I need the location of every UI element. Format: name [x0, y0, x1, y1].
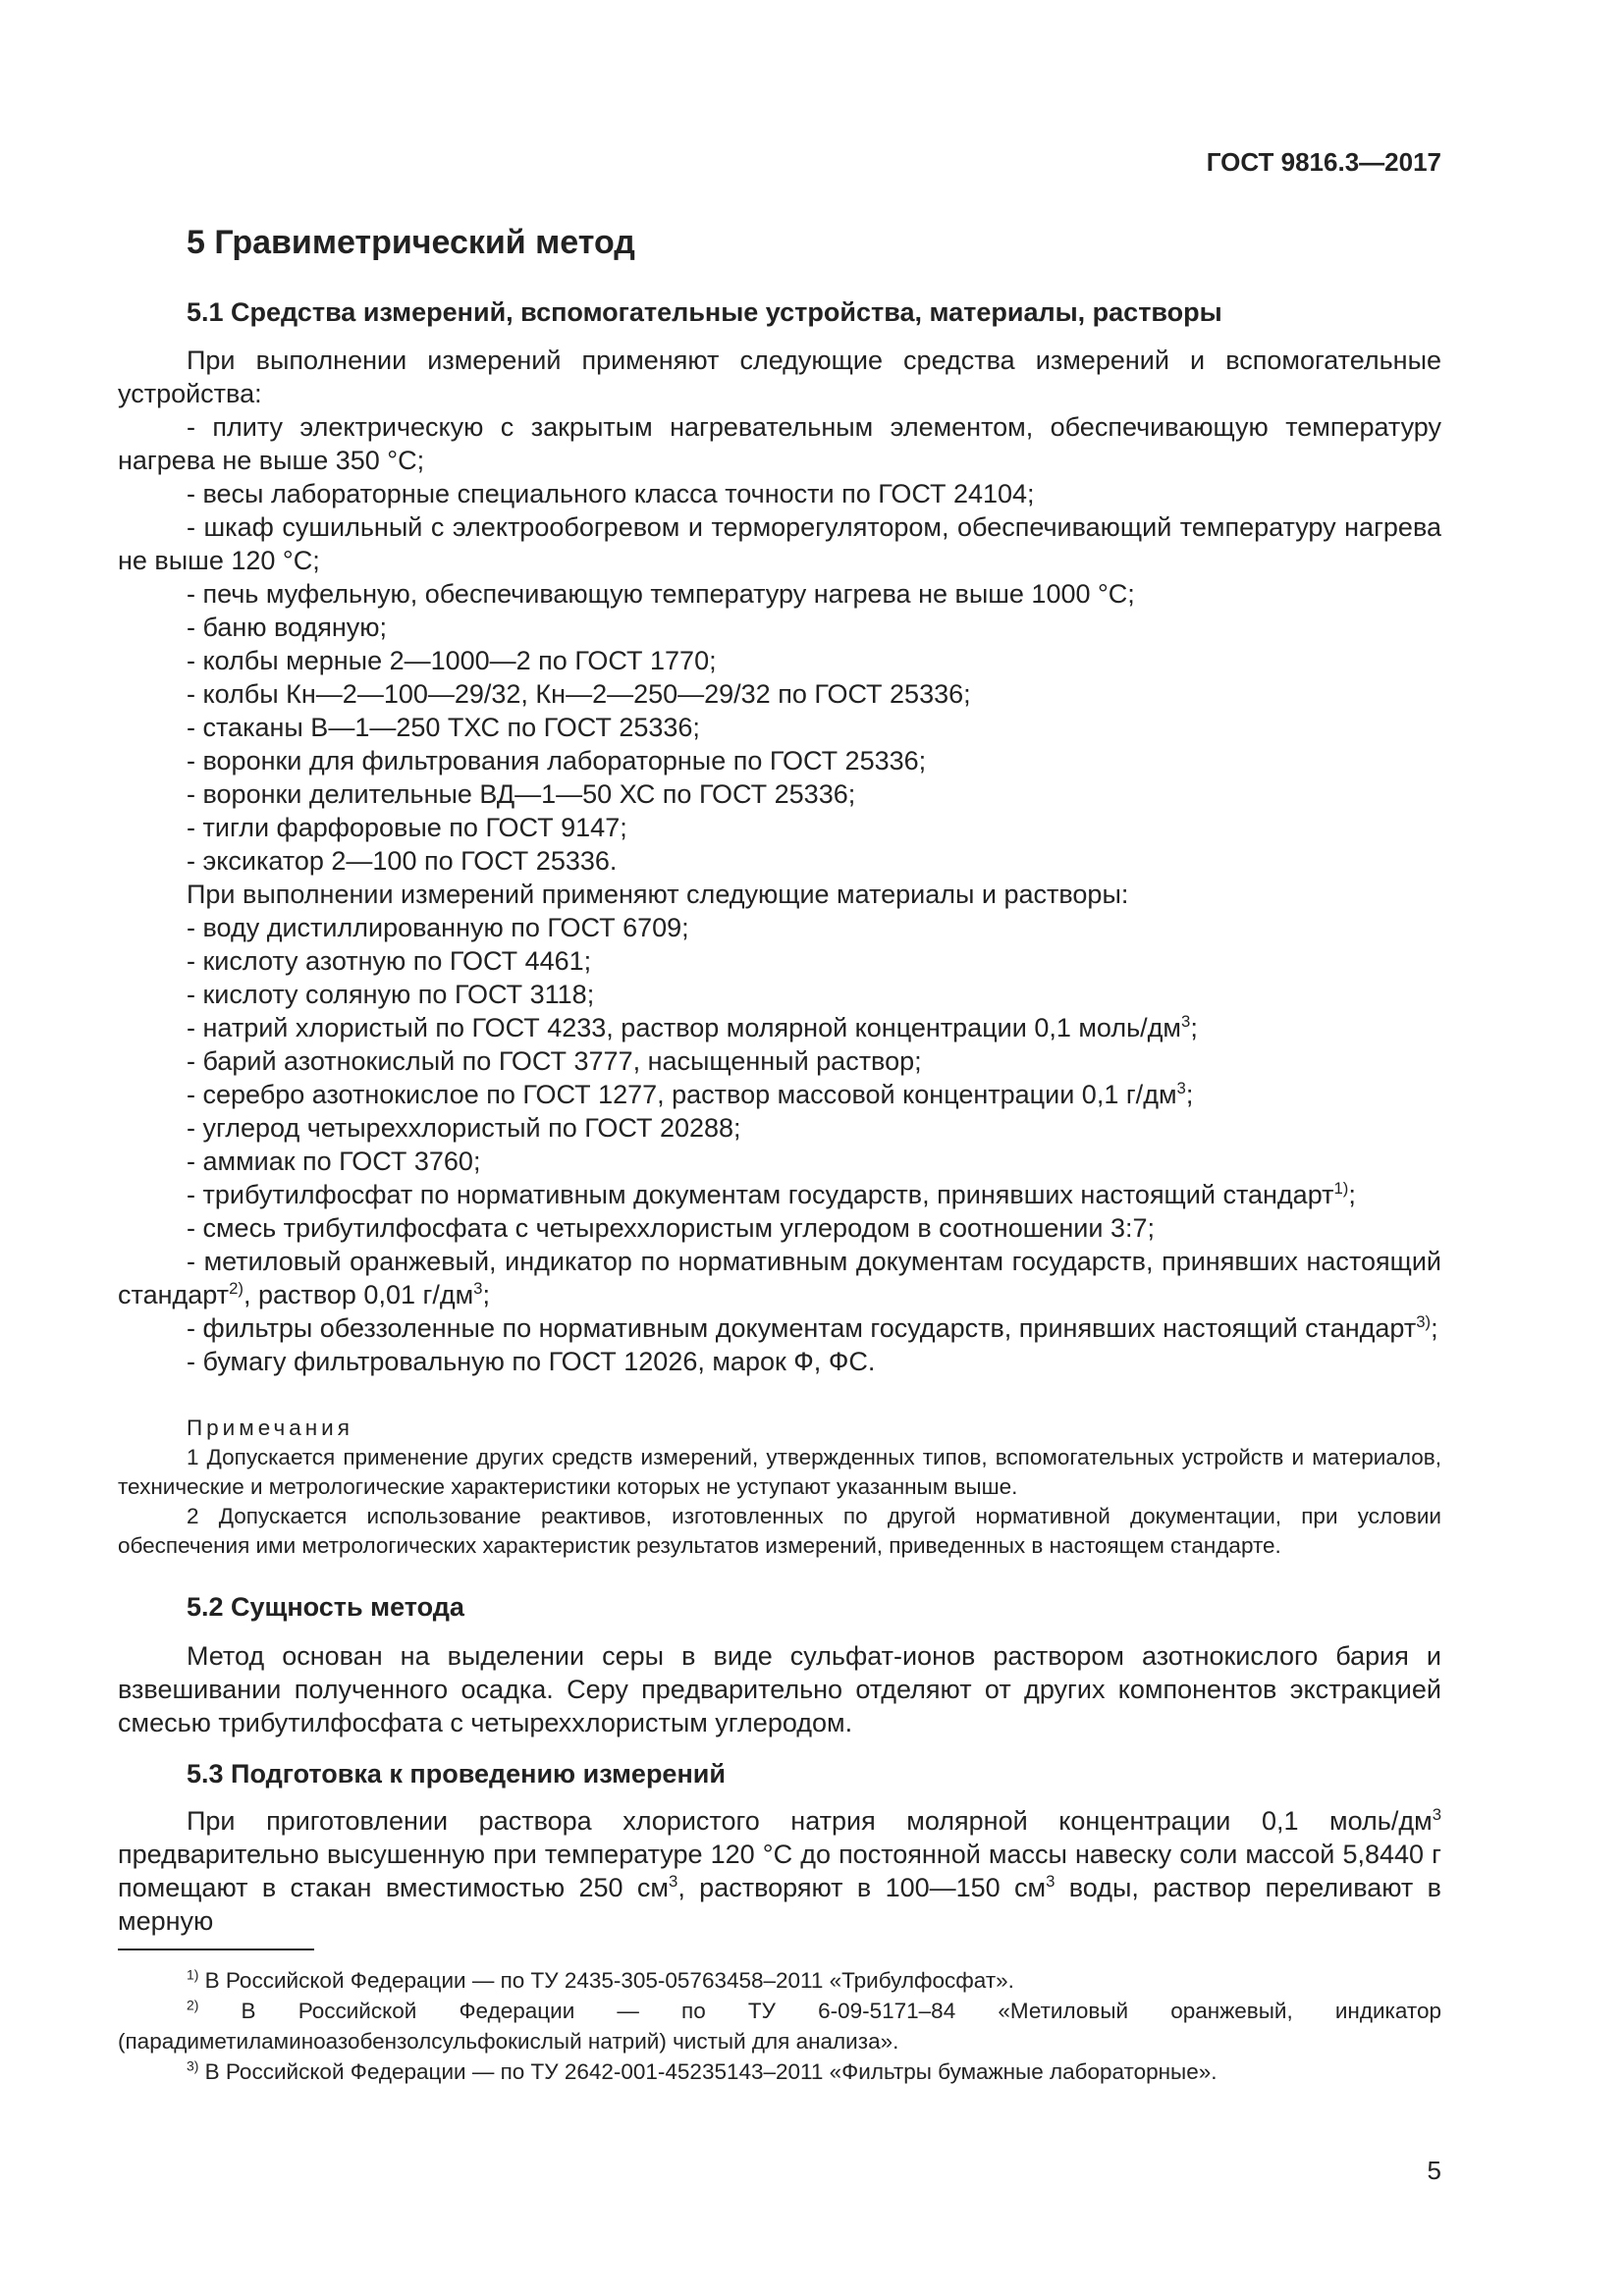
equipment-item: - колбы Кн—2—100—29/32, Кн—2—250—29/32 по ГОСТ 25336; [187, 679, 971, 709]
equipment-item: - воронки делительные ВД—1—50 ХС по ГОСТ 25336; [187, 779, 856, 809]
material-item: - углерод четыреххлористый по ГОСТ 20288; [187, 1113, 741, 1143]
material-item: - бумагу фильтровальную по ГОСТ 12026, марок Ф, ФС. [187, 1347, 876, 1376]
subsection-5-2-title: 5.2 Сущность метода [187, 1592, 464, 1622]
footnote-item: $^{2)}$ В Российской Федерации — по ТУ 6-09-5171–84 «Метиловый оранжевый, индикатор (парадиметиламиноазобензолсульфокислый натрий) чистый для анализа». [118, 1997, 1441, 2054]
equipment-item: - печь муфельную, обеспечивающую температуру нагрева не выше 1000 °С; [187, 579, 1135, 609]
material-item: - барий азотнокислый по ГОСТ 3777, насыщенный раствор; [187, 1046, 922, 1076]
subsection-5-1-title: 5.1 Средства измерений, вспомогательные устройства, материалы, растворы [187, 297, 1222, 327]
material-item: - смесь трибутилфосфата с четыреххлористым углеродом в соотношении 3:7; [187, 1213, 1156, 1243]
document-header: ГОСТ 9816.3—2017 [1206, 147, 1441, 177]
preparation-text: При приготовлении раствора хлористого натрия молярной концентрации 0,1 моль/$дм^3$ предварительно высушенную при температуре 120 °С до постоянной массы навеску соли массой 5,8440 г помещают в стакан вместимостью 250 $см^3$, растворяют в 100—150 $см^3$ воды, раствор переливают в мерную [118, 1805, 1441, 1936]
material-item: - аммиак по ГОСТ 3760; [187, 1147, 481, 1176]
equipment-item: - эксикатор 2—100 по ГОСТ 25336. [187, 846, 618, 876]
note-item: 1 Допускается применение других средств измерений, утвержденных типов, вспомогательных устройств и материалов, технические и метрологические характеристики которых не уступают указанным выше. [118, 1445, 1441, 1499]
subsection-5-1-body [118, 344, 1441, 1378]
note-item: 2 Допускается использование реактивов, изготовленных по другой нормативной документации, при условии обеспечения ими метрологических характеристик результатов измерений, приведенных в настоящем стандарте. [118, 1504, 1441, 1558]
equipment-intro: При выполнении измерений применяют следующие средства измерений и вспомогательные устройства: [118, 346, 1441, 408]
materials-list [118, 911, 1441, 1378]
material-item: - кислоту азотную по ГОСТ 4461; [187, 946, 592, 976]
equipment-item: - шкаф сушильный с электрообогревом и терморегулятором, обеспечивающий температуру нагрева не выше 120 °С; [118, 512, 1441, 575]
material-item: - фильтры обеззоленные по нормативным документам государств, принявших настоящий стандарт$^{3)}$; [187, 1312, 1438, 1343]
footnotes [118, 1965, 1441, 2087]
equipment-list [118, 410, 1441, 878]
equipment-item: - колбы мерные 2—1000—2 по ГОСТ 1770; [187, 646, 717, 675]
material-item: - воду дистиллированную по ГОСТ 6709; [187, 913, 689, 942]
page-number: 5 [1427, 2156, 1441, 2185]
equipment-item: - весы лабораторные специального класса точности по ГОСТ 24104; [187, 479, 1035, 508]
material-item: - кислоту соляную по ГОСТ 3118; [187, 980, 595, 1009]
section-title: 5 Гравиметрический метод [187, 224, 635, 261]
material-item: - серебро азотнокислое по ГОСТ 1277, раствор массовой концентрации 0,1 $г/дм^3$; [187, 1079, 1194, 1109]
footnote-divider [118, 1949, 314, 1950]
material-item: - трибутилфосфат по нормативным документам государств, принявших настоящий стандарт$^{1)}$; [187, 1179, 1356, 1209]
materials-intro: При выполнении измерений применяют следующие материалы и растворы: [187, 880, 1129, 909]
subsection-5-2-body [118, 1639, 1441, 1739]
notes-block [118, 1414, 1441, 1561]
footnote-item: $^{1)}$ В Российской Федерации — по ТУ 2435-305-05763458–2011 «Трибулфосфат». [187, 1966, 1014, 1993]
subsection-5-3-title: 5.3 Подготовка к проведению измерений [187, 1759, 726, 1789]
material-item: - метиловый оранжевый, индикатор по нормативным документам государств, принявших настоящий стандарт$^{2)}$, раствор 0,01 $г/дм^3$; [118, 1247, 1441, 1309]
subsection-5-3-body [118, 1804, 1441, 1938]
equipment-item: - плиту электрическую с закрытым нагревательным элементом, обеспечивающую температуру нагрева не выше 350 °С; [118, 412, 1441, 475]
equipment-item: - воронки для фильтрования лабораторные по ГОСТ 25336; [187, 746, 927, 775]
equipment-item: - стаканы В—1—250 ТХС по ГОСТ 25336; [187, 713, 700, 742]
method-essence-text: Метод основан на выделении серы в виде сульфат-ионов раствором азотнокислого бария и взвешивании полученного осадка. Серу предварительно отделяют от других компонентов экстракцией смесью трибутилфосфата с четыреххлористым углеродом. [118, 1641, 1441, 1737]
equipment-item: - тигли фарфоровые по ГОСТ 9147; [187, 813, 627, 842]
material-item: - натрий хлористый по ГОСТ 4233, раствор молярной концентрации 0,1 моль/$дм^3$; [187, 1012, 1198, 1042]
footnote-item: $^{3)}$ В Российской Федерации — по ТУ 2642-001-45235143–2011 «Фильтры бумажные лабораторные». [187, 2057, 1218, 2084]
notes-title: Примечания [187, 1415, 353, 1440]
equipment-item: - баню водяную; [187, 613, 388, 642]
